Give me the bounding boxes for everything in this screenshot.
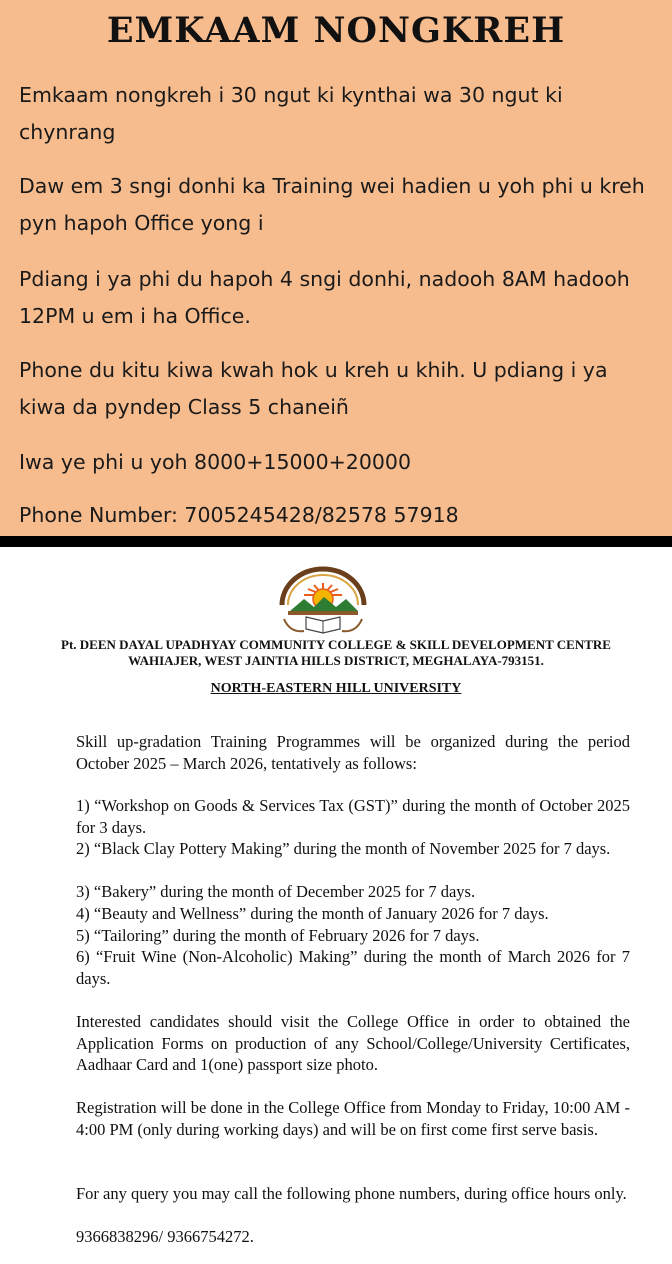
query-paragraph: For any query you may call the following phone numbers, during office hours only.	[76, 1184, 627, 1203]
programme-item: 2) “Black Clay Pottery Making” during the month of November 2025 for 7 days.	[76, 839, 611, 858]
university-emblem-icon	[278, 565, 368, 637]
section-divider	[0, 536, 672, 547]
programme-item: 3) “Bakery” during the month of December 2025 for 7 days.	[76, 882, 476, 901]
university-name: NORTH-EASTERN HILL UNIVERSITY	[210, 681, 462, 696]
programme-item: 5) “Tailoring” during the month of February 2026 for 7 days.	[76, 926, 480, 945]
college-notice	[0, 547, 672, 1264]
notice-title: EMKAAM NONGKREH	[106, 10, 566, 51]
khasi-line-vacancies: Emkaam nongkreh i 30 ngut ki kynthai wa 30 ngut ki chynrang	[19, 83, 563, 144]
contact-phone-numbers: 9366838296/ 9366754272.	[76, 1227, 254, 1246]
khasi-line-eligibility: Phone du kitu kiwa kwah hok u kreh u khih. U pdiang i ya kiwa da pyndep Class 5 chaneiñ	[19, 358, 608, 419]
application-paragraph: Interested candidates should visit the College Office in order to obtained the Application Forms on production of any School/College/University Certificates, Aadhaar Card and 1(one) passport size photo.	[76, 1012, 630, 1075]
programme-item: 6) “Fruit Wine (Non-Alcoholic) Making” during the month of March 2026 for 7 days.	[76, 947, 630, 988]
registration-paragraph: Registration will be done in the College Office from Monday to Friday, 10:00 AM - 4:00 PM (only during working days) and will be on first come first serve basis.	[76, 1098, 630, 1139]
institution-name: Pt. DEEN DAYAL UPADHYAY COMMUNITY COLLEGE & SKILL DEVELOPMENT CENTRE	[61, 637, 611, 652]
khasi-line-salary: Iwa ye phi u yoh 8000+15000+20000	[19, 450, 412, 474]
institution-address: WAHIAJER, WEST JAINTIA HILLS DISTRICT, MEGHALAYA-793151.	[128, 653, 544, 668]
programme-item: 1) “Workshop on Goods & Services Tax (GST)” during the month of October 2025 for 3 days.	[76, 796, 630, 837]
khasi-line-training: Daw em 3 sngi donhi ka Training wei hadien u yoh phi u kreh pyn hapoh Office yong i	[19, 174, 645, 235]
programme-item: 4) “Beauty and Wellness” during the month of January 2026 for 7 days.	[76, 904, 549, 923]
university-heading	[0, 681, 672, 697]
khasi-line-hours: Pdiang i ya phi du hapoh 4 sngi donhi, nadooh 8AM hadooh 12PM u em i ha Office.	[19, 267, 630, 328]
khasi-notice-panel	[0, 0, 672, 536]
intro-paragraph: Skill up-gradation Training Programmes will be organized during the period October 2025 – March 2026, tentatively as follows:	[76, 732, 630, 773]
khasi-line-phone: Phone Number: 7005245428/82578 57918	[19, 503, 459, 527]
